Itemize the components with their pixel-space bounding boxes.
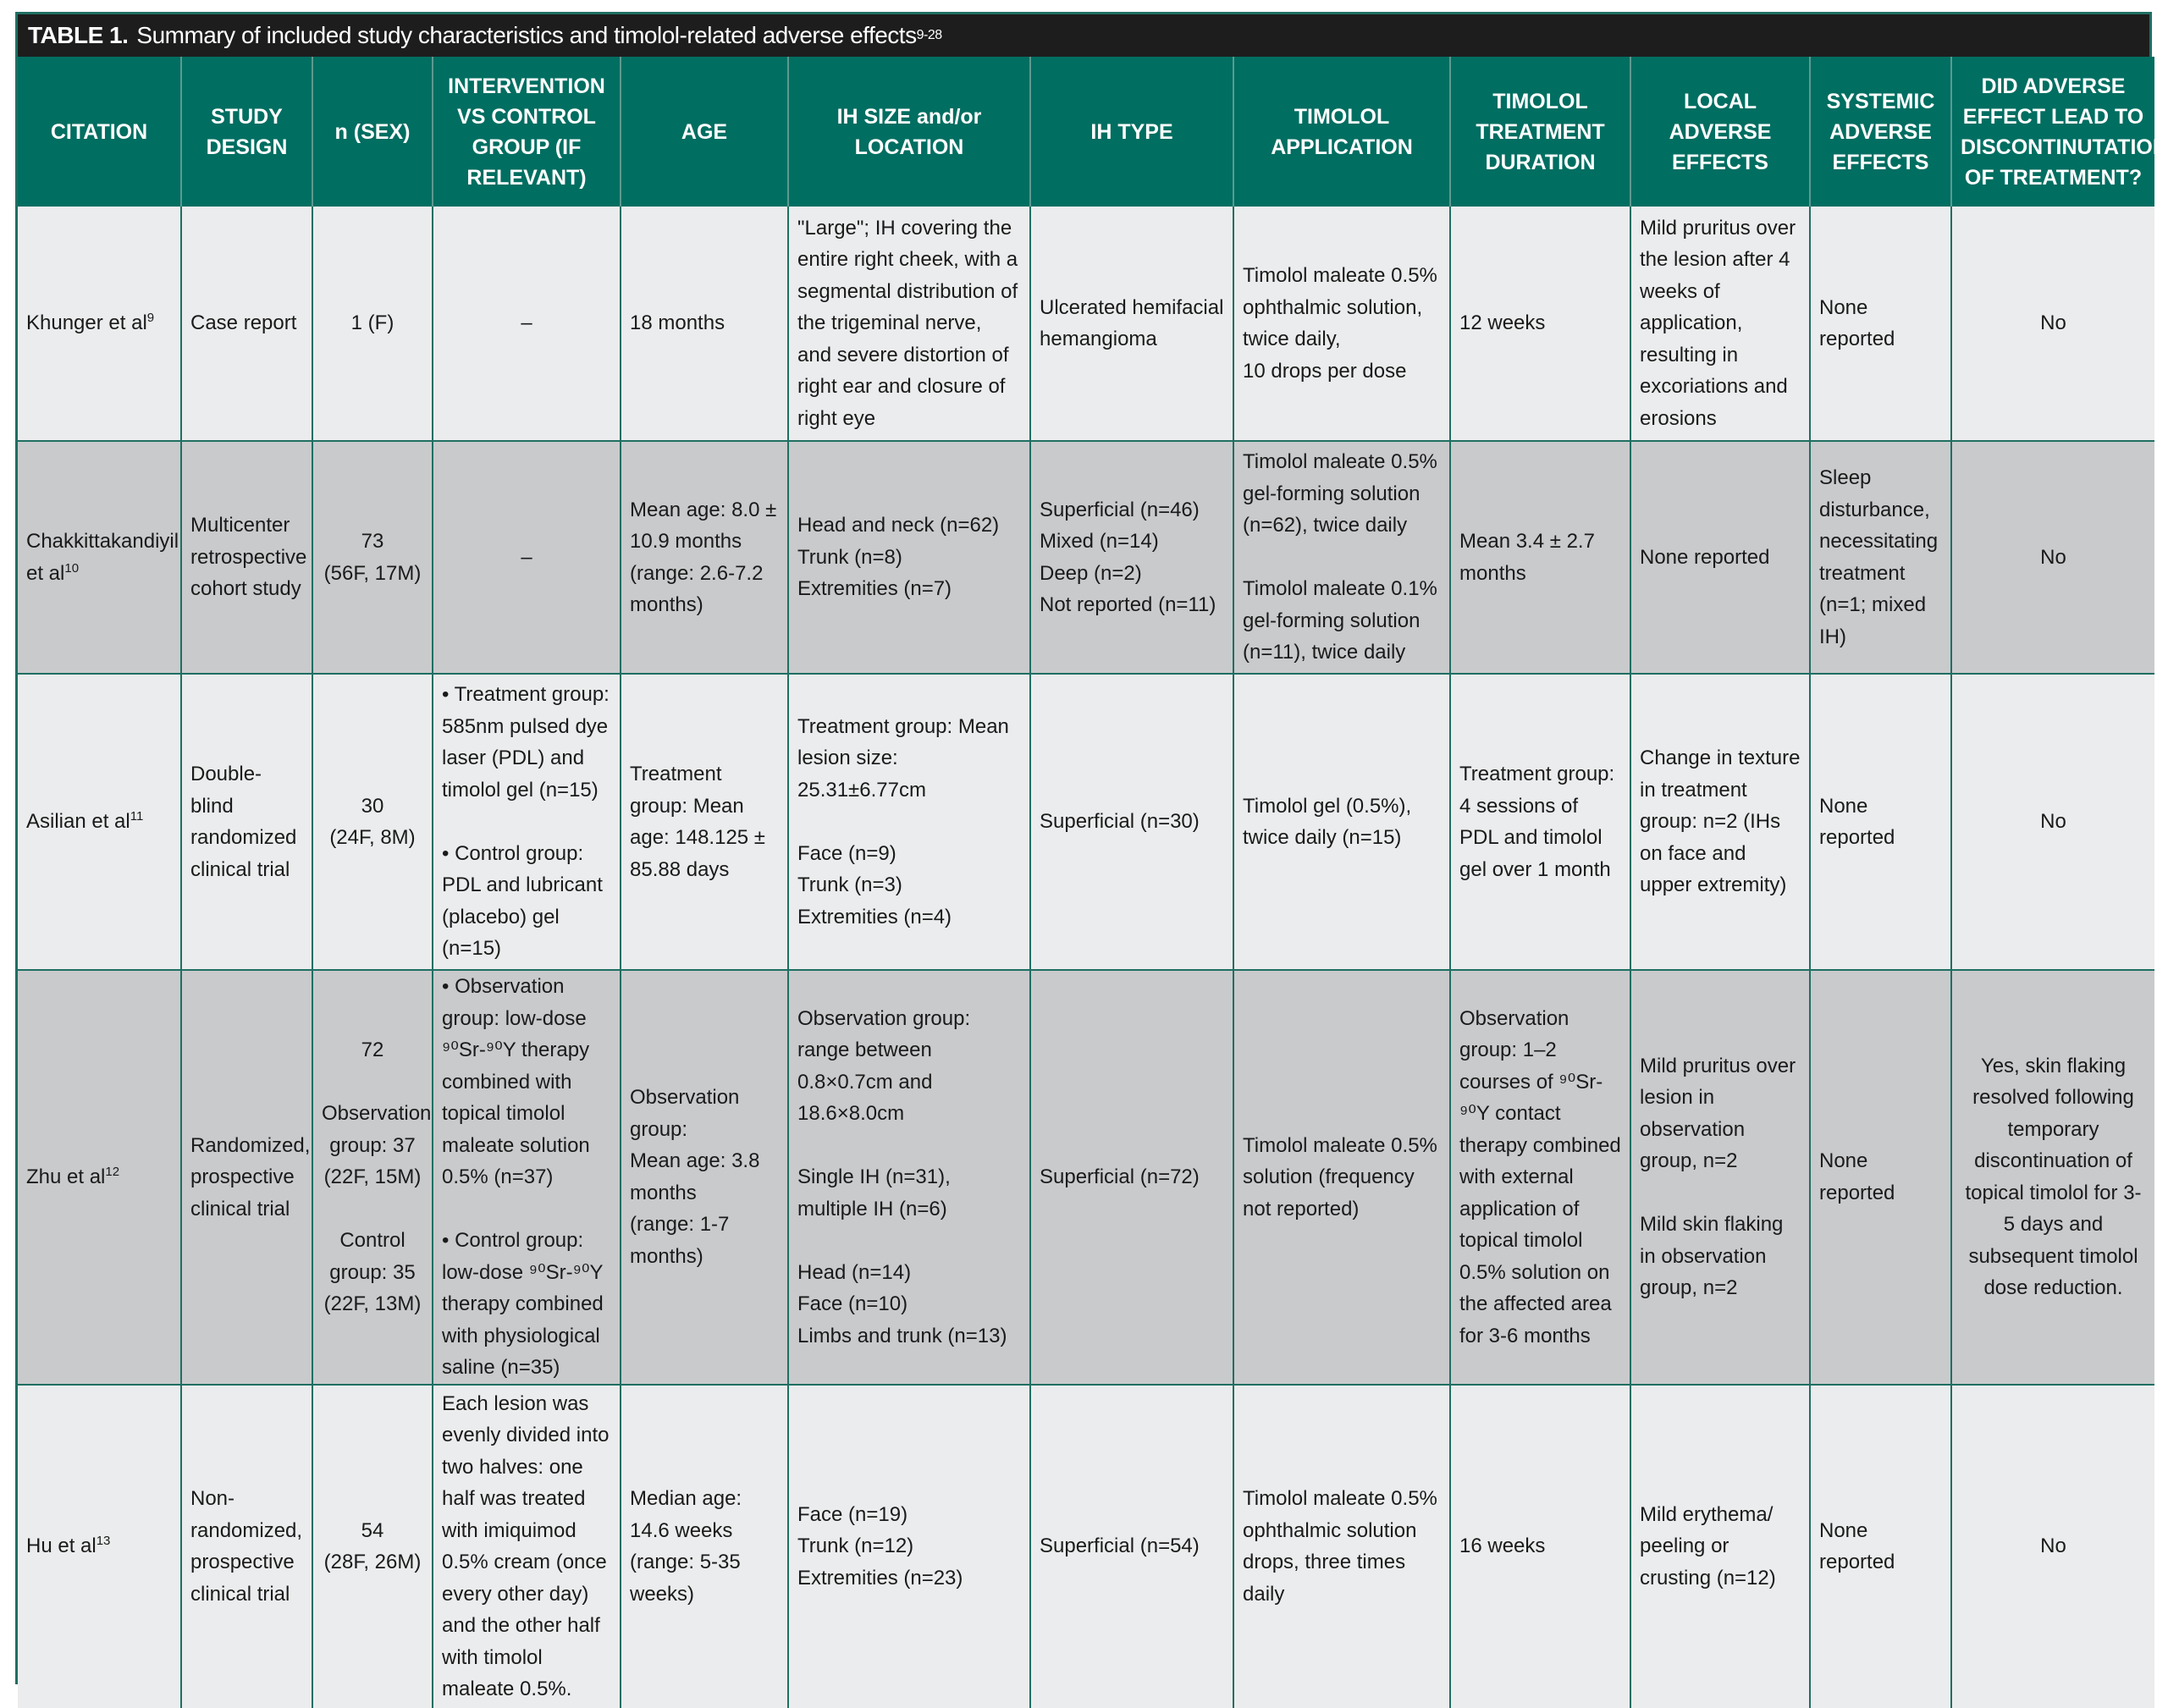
cell-age: 18 months [621, 207, 788, 441]
cell-n-sex: 54 (28F, 26M) [312, 1385, 433, 1708]
cell-ih-size-location: Observation group: range between 0.8×0.7cm and 18.6×8.0cm Single IH (n=31), multiple IH (n=6) Head (n=14) Face (n=10) Limbs and trunk (n=13) [788, 970, 1030, 1385]
cell-intervention: – [433, 207, 621, 441]
table-caption-text: Summary of included study characteristics and timolol-related adverse effects [136, 22, 917, 48]
cell-timolol-application: Timolol gel (0.5%), twice daily (n=15) [1233, 674, 1450, 970]
cell-n-sex: 72 Observation group: 37 (22F, 15M) Control group: 35 (22F, 13M) [312, 970, 433, 1385]
cell-ih-size-location: Face (n=19) Trunk (n=12) Extremities (n=23) [788, 1385, 1030, 1708]
cell-ih-size-location: "Large"; IH covering the entire right cheek, with a segmental distribution of the trigeminal nerve, and severe distortion of right ear and closure of right eye [788, 207, 1030, 441]
cell-timolol-application: Timolol maleate 0.5% ophthalmic solution drops, three times daily [1233, 1385, 1450, 1708]
cell-study-design: Randomized, prospective clinical trial [181, 970, 312, 1385]
table-row [18, 441, 2154, 674]
cell-study-design: Double-blind randomized clinical trial [181, 674, 312, 970]
cell-treatment-duration: Observation group: 1–2 courses of ⁹⁰Sr-⁹⁰Y contact therapy combined with external application of topical timolol 0.5% solution on the affected area for 3-6 months [1450, 970, 1630, 1385]
cell-local-adverse: Mild pruritus over lesion in observation group, n=2 Mild skin flaking in observation group, n=2 [1630, 970, 1810, 1385]
cell-treatment-duration: 12 weeks [1450, 207, 1630, 441]
cell-discontinuation: No [1951, 441, 2154, 674]
cell-discontinuation: Yes, skin flaking resolved following temporary discontinuation of topical timolol for 3-5 days and subsequent timolol dose reduction. [1951, 970, 2154, 1385]
cell-timolol-application: Timolol maleate 0.5% ophthalmic solution, twice daily, 10 drops per dose [1233, 207, 1450, 441]
cell-citation: Hu et $al^{13}$ [18, 1385, 181, 1708]
cell-treatment-duration: Mean 3.4 ± 2.7 months [1450, 441, 1630, 674]
cell-study-design: Case report [181, 207, 312, 441]
table-caption-label: TABLE 1. [28, 22, 129, 48]
cell-intervention: – [433, 441, 621, 674]
cell-intervention: • Treatment group: 585nm pulsed dye laser (PDL) and timolol gel (n=15) • Control group: PDL and lubricant (placebo) gel (n=15) [433, 674, 621, 970]
cell-ih-type: Superficial (n=54) [1030, 1385, 1233, 1708]
col-header-treatment-duration: TIMOLOL TREATMENT DURATION [1450, 57, 1630, 207]
col-header-study-design: STUDY DESIGN [181, 57, 312, 207]
cell-discontinuation: No [1951, 207, 2154, 441]
header-row [18, 57, 2154, 207]
cell-citation: Khunger et $al^9$ [18, 207, 181, 441]
cell-study-design: Multicenter retrospective cohort study [181, 441, 312, 674]
col-header-local-adverse: LOCAL ADVERSE EFFECTS [1630, 57, 1810, 207]
cell-systemic-adverse: None reported [1810, 1385, 1951, 1708]
table-row [18, 970, 2154, 1385]
table-row [18, 674, 2154, 970]
cell-systemic-adverse: None reported [1810, 674, 1951, 970]
cell-ih-size-location: Head and neck (n=62) Trunk (n=8) Extremities (n=7) [788, 441, 1030, 674]
cell-discontinuation: No [1951, 674, 2154, 970]
col-header-ih-type: IH TYPE [1030, 57, 1233, 207]
cell-citation: Asilian et $al^{11}$ [18, 674, 181, 970]
cell-n-sex: 73 (56F, 17M) [312, 441, 433, 674]
study-table [18, 57, 2168, 1708]
cell-systemic-adverse: None reported [1810, 207, 1951, 441]
cell-ih-type: Superficial (n=30) [1030, 674, 1233, 970]
col-header-systemic-adverse: SYSTEMIC ADVERSE EFFECTS [1810, 57, 1951, 207]
cell-local-adverse: Mild pruritus over the lesion after 4 weeks of application, resulting in excoriations and erosions [1630, 207, 1810, 441]
cell-treatment-duration: 16 weeks [1450, 1385, 1630, 1708]
col-header-n-sex: n (SEX) [312, 57, 433, 207]
cell-timolol-application: Timolol maleate 0.5% solution (frequency not reported) [1233, 970, 1450, 1385]
cell-age: Median age: 14.6 weeks (range: 5-35 weeks) [621, 1385, 788, 1708]
cell-intervention: • Observation group: low-dose ⁹⁰Sr-⁹⁰Y therapy combined with topical timolol maleate solution 0.5% (n=37) • Control group: low-dose ⁹⁰Sr-⁹⁰Y therapy combined with physiological saline (n=35) [433, 970, 621, 1385]
col-header-discontinuation: DID ADVERSE EFFECT LEAD TO DISCONTINUTATION OF TREATMENT? [1951, 57, 2154, 207]
col-header-citation: CITATION [18, 57, 181, 207]
cell-local-adverse: None reported [1630, 441, 1810, 674]
cell-ih-type: Superficial (n=72) [1030, 970, 1233, 1385]
table-row [18, 207, 2154, 441]
cell-citation: Zhu et $al^{12}$ [18, 970, 181, 1385]
cell-ih-type: Superficial (n=46) Mixed (n=14) Deep (n=2) Not reported (n=11) [1030, 441, 1233, 674]
col-header-ih-size-location: IH SIZE and/or LOCATION [788, 57, 1030, 207]
cell-local-adverse: Mild erythema/ peeling or crusting (n=12) [1630, 1385, 1810, 1708]
cell-age: Treatment group: Mean age: 148.125 ± 85.88 days [621, 674, 788, 970]
cell-ih-size-location: Treatment group: Mean lesion size: 25.31±6.77cm Face (n=9) Trunk (n=3) Extremities (n=4) [788, 674, 1030, 970]
cell-citation: Chakkittakandiyil et $al^{10}$ [18, 441, 181, 674]
cell-age: Observation group: Mean age: 3.8 months (range: 1-7 months) [621, 970, 788, 1385]
table-frame [15, 12, 2168, 1700]
cell-ih-type: Ulcerated hemifacial hemangioma [1030, 207, 1233, 441]
cell-timolol-application: Timolol maleate 0.5% gel-forming solution (n=62), twice daily Timolol maleate 0.1% gel-forming solution (n=11), twice daily [1233, 441, 1450, 674]
cell-treatment-duration: Treatment group: 4 sessions of PDL and timolol gel over 1 month [1450, 674, 1630, 970]
col-header-timolol-application: TIMOLOL APPLICATION [1233, 57, 1450, 207]
col-header-age: AGE [621, 57, 788, 207]
cell-age: Mean age: 8.0 ± 10.9 months (range: 2.6-7.2 months) [621, 441, 788, 674]
cell-n-sex: 30 (24F, 8M) [312, 674, 433, 970]
table-caption: TABLE 1. Summary of included study characteristics and timolol-related adverse effects 9-28 [18, 14, 2149, 57]
col-header-intervention: INTERVENTION VS CONTROL GROUP (IF RELEVANT) [433, 57, 621, 207]
cell-study-design: Non-randomized, prospective clinical trial [181, 1385, 312, 1708]
cell-intervention: Each lesion was evenly divided into two halves: one half was treated with imiquimod 0.5% cream (once every other day) and the other half with timolol maleate 0.5%. [433, 1385, 621, 1708]
cell-discontinuation: No [1951, 1385, 2154, 1708]
cell-local-adverse: Change in texture in treatment group: n=2 (IHs on face and upper extremity) [1630, 674, 1810, 970]
cell-systemic-adverse: Sleep disturbance, necessitating treatment (n=1; mixed IH) [1810, 441, 1951, 674]
cell-systemic-adverse: None reported [1810, 970, 1951, 1385]
cell-n-sex: 1 (F) [312, 207, 433, 441]
table-row [18, 1385, 2154, 1708]
